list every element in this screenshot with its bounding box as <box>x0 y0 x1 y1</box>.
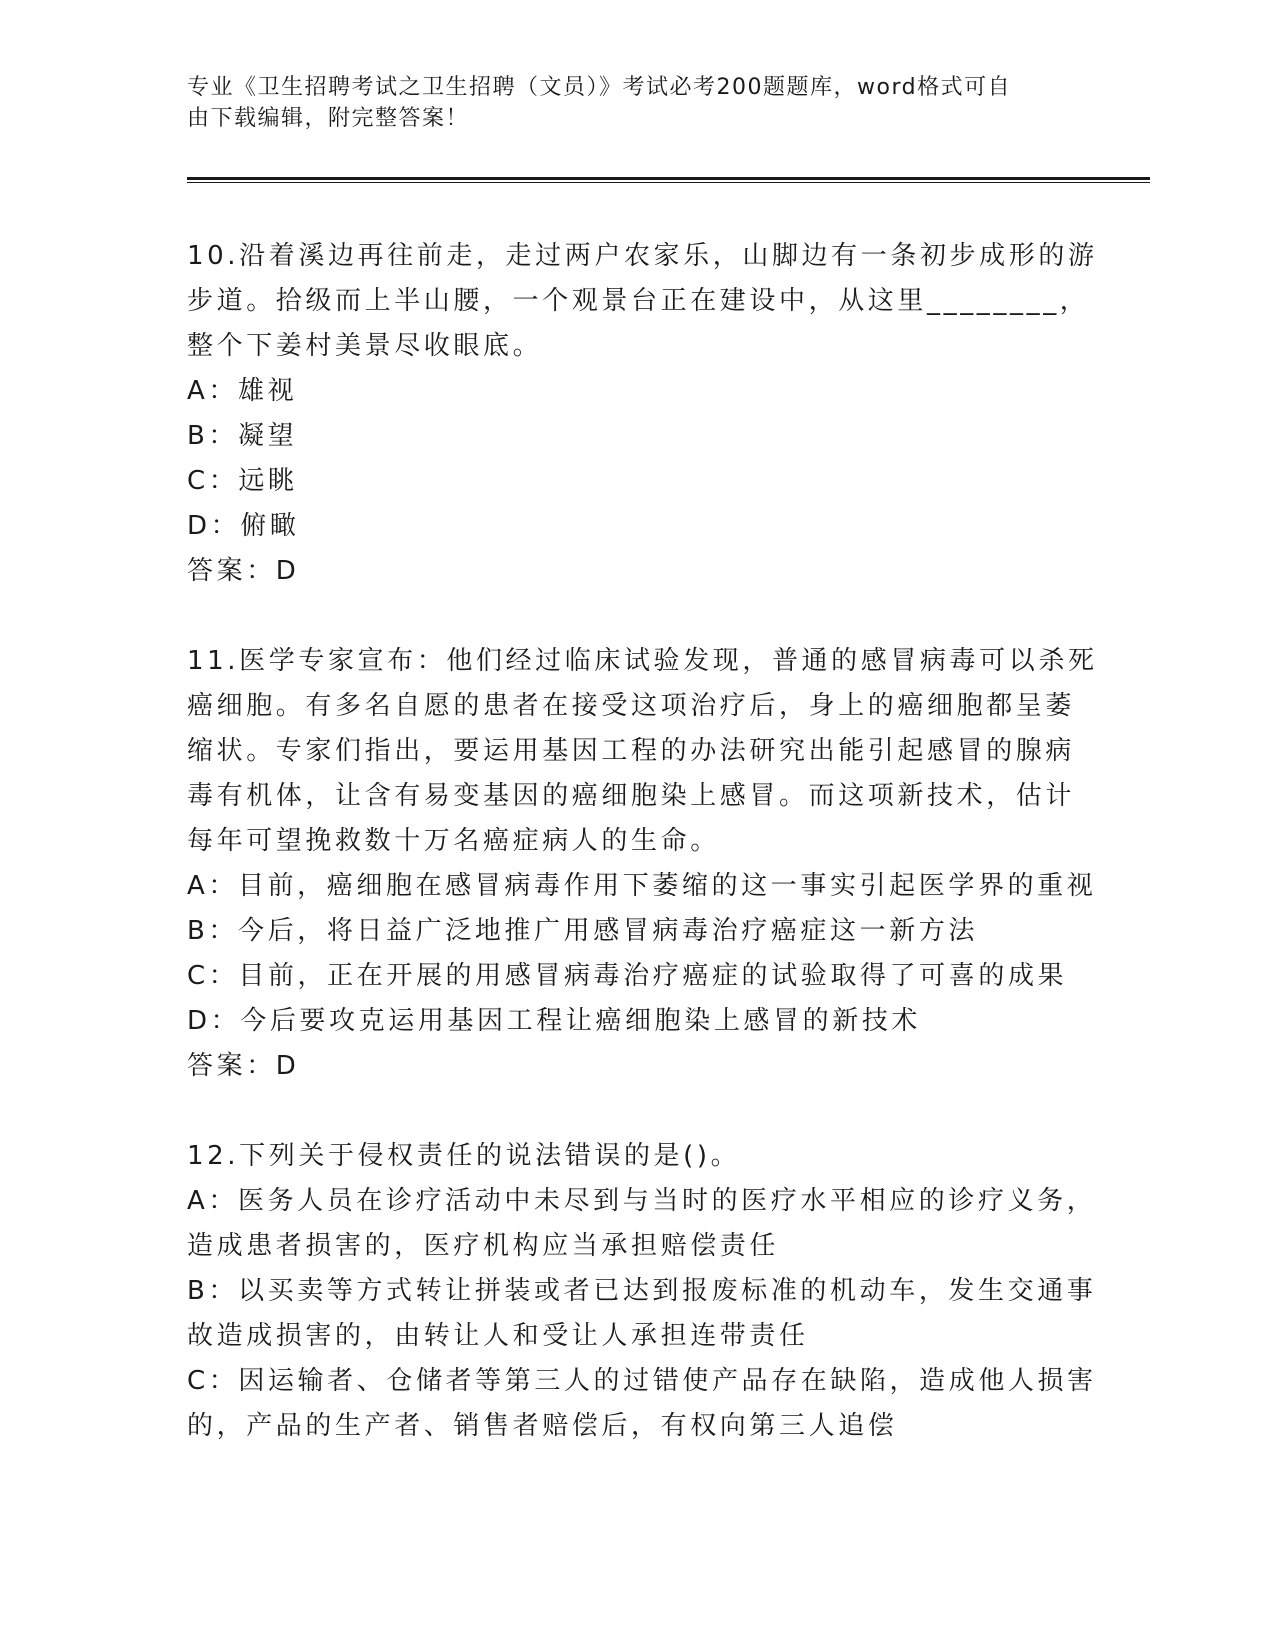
option-c-line-2: 的，产品的生产者、销售者赔偿后，有权向第三人追偿 <box>187 1411 898 1441</box>
question-text-line: 缩状。专家们指出，要运用基因工程的办法研究出能引起感冒的腺病 <box>187 736 1076 766</box>
option-b: B：凝望 <box>187 421 298 451</box>
question-text-line: 步道。拾级而上半山腰，一个观景台正在建设中，从这里________， <box>187 286 1090 316</box>
header-line-1: 专业《卫生招聘考试之卫生招聘（文员）》考试必考200题题库，word格式可自 <box>187 75 1012 100</box>
header-rule-thin <box>187 182 1150 183</box>
header-rule-thick <box>187 177 1150 180</box>
question-text-line: 每年可望挽救数十万名癌症病人的生命。 <box>187 826 720 856</box>
option-a: A：雄视 <box>187 376 298 406</box>
question-11 <box>187 639 1098 1089</box>
question-text-line: 癌细胞。有多名自愿的患者在接受这项治疗后，身上的癌细胞都呈萎 <box>187 691 1076 721</box>
question-10 <box>187 234 1098 594</box>
option-c: C：远眺 <box>187 466 298 496</box>
question-text-line: 10.沿着溪边再往前走，走过两户农家乐，山脚边有一条初步成形的游 <box>187 241 1098 271</box>
document-header <box>187 72 1067 134</box>
option-d: D：今后要攻克运用基因工程让癌细胞染上感冒的新技术 <box>187 1006 922 1036</box>
question-text-line: 整个下姜村美景尽收眼底。 <box>187 331 543 361</box>
question-text-line: 毒有机体，让含有易变基因的癌细胞染上感冒。而这项新技术，估计 <box>187 781 1076 811</box>
option-a: A：目前，癌细胞在感冒病毒作用下萎缩的这一事实引起医学界的重视 <box>187 871 1097 901</box>
option-c: C：目前，正在开展的用感冒病毒治疗癌症的试验取得了可喜的成果 <box>187 961 1068 991</box>
option-c-line-1: C：因运输者、仓储者等第三人的过错使产品存在缺陷，造成他人损害 <box>187 1366 1097 1396</box>
option-d: D：俯瞰 <box>187 511 300 541</box>
answer-label: 答案：D <box>187 556 300 586</box>
question-12 <box>187 1134 1097 1449</box>
option-a-line-1: A：医务人员在诊疗活动中未尽到与当时的医疗水平相应的诊疗义务， <box>187 1186 1097 1216</box>
answer-label: 答案：D <box>187 1051 300 1081</box>
option-b-line-2: 故造成损害的，由转让人和受让人承担连带责任 <box>187 1321 809 1351</box>
header-line-2: 由下载编辑，附完整答案！ <box>187 106 470 131</box>
question-text-line: 11.医学专家宣布：他们经过临床试验发现，普通的感冒病毒可以杀死 <box>187 646 1098 676</box>
option-a-line-2: 造成患者损害的，医疗机构应当承担赔偿责任 <box>187 1231 780 1261</box>
question-list <box>187 234 1098 1494</box>
option-b-line-1: B：以买卖等方式转让拼装或者已达到报废标准的机动车，发生交通事 <box>187 1276 1097 1306</box>
option-b: B：今后，将日益广泛地推广用感冒病毒治疗癌症这一新方法 <box>187 916 979 946</box>
question-text-line: 12.下列关于侵权责任的说法错误的是()。 <box>187 1141 741 1171</box>
